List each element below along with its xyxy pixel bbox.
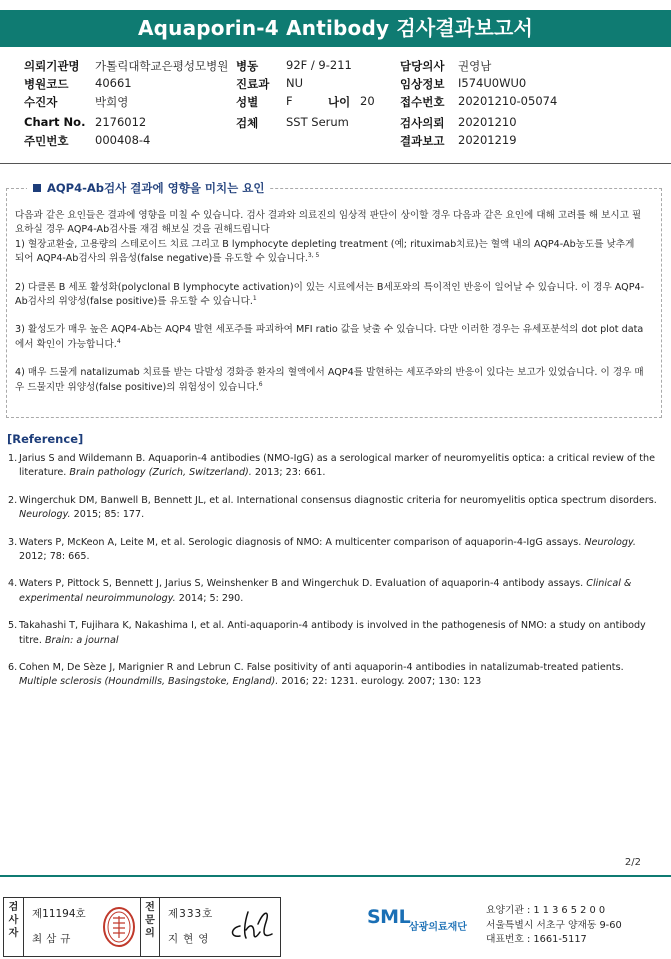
idnum-value: 000408-4	[95, 133, 151, 147]
logo-korean: 삼광의료재단	[409, 922, 467, 933]
examiner-license: 제11194호	[32, 908, 86, 920]
doctor-value: 권영남	[458, 59, 492, 73]
dept-label: 진료과	[236, 77, 270, 91]
reference-item: 3. Waters P, McKeon A, Leite M, et al. Serologic diagnosis of NMO: A multicenter comparison of aquaporin-4-IgG assays. Neurology. 2012; 78: 665.	[8, 536, 636, 563]
notice-title	[27, 180, 270, 196]
reference-item: 5. Takahashi T, Fujihara K, Nakashima I, et al. Anti-aquaporin-4 antibody is involved in the pathogenesis of NMO: a study on antibody titre. Brain: a journal	[8, 620, 646, 646]
ward-label: 병동	[236, 59, 259, 73]
notice-title-text: AQP4-Ab검사 결과에 영향을 미치는 요인	[47, 181, 265, 195]
footer	[0, 875, 671, 959]
doctor-label: 담당의사	[400, 59, 445, 73]
specialist-label: 전문의	[140, 898, 160, 956]
citation: 4	[116, 337, 121, 345]
chart-label: Chart No.	[24, 115, 86, 129]
report-date-value: 20201219	[458, 133, 517, 147]
receipt-value: 20201210-05074	[458, 94, 558, 108]
reference-item: 6. Cohen M, De Sèze J, Marignier R and Lebrun C. False positivity of anti aquaporin-4 antibodies in natalizumab-treated patients. Multiple sclerosis (Houndmills, Basingstoke, England). 2016; 22: 1231. eurology. 2007; 130: 123	[8, 662, 624, 688]
reference-item: 1. Jarius S and Wildemann B. Aquaporin-4 antibodies (NMO-IgG) as a serological marker of neuromyelitis optica: a critical review of the literature. Brain pathology (Zurich, Switzerland). 2013; 23: 661.	[8, 453, 656, 479]
sex-value: F	[286, 94, 293, 108]
lab-phone: 대표번호 : 1661-5117	[486, 934, 587, 945]
institution-value: 가톨릭대학교은평성모병원	[95, 59, 229, 73]
lab-license: 요양기관 : 1 1 3 6 5 2 0 0	[486, 905, 606, 916]
ward-value: 92F / 9-211	[286, 58, 352, 72]
age-label: 나이	[328, 95, 351, 109]
notice-body	[15, 209, 645, 395]
patient-info	[0, 55, 671, 155]
sml-logo	[367, 906, 497, 944]
age-value: 20	[360, 94, 375, 108]
hospital-code-value: 40661	[95, 76, 132, 90]
notice-intro: 다음과 같은 요인들은 결과에 영향을 미칠 수 있습니다. 검사 결과와 의료진의 임상적 판단이 상이할 경우 다음과 같은 요인에 대해 고려를 해 보시고 필요하실 경우 AQP4-Ab검사를 재검 해보실 것을 권해드립니다	[15, 210, 642, 236]
info-divider	[0, 163, 671, 164]
request-label: 검사의뢰	[400, 116, 445, 130]
specialist-name: 지현영	[168, 933, 214, 945]
notice-item-2: 2) 다클론 B 세포 활성화(polyclonal B lymphocyte activation)이 있는 시료에서는 B세포와의 특이적인 반응이 일어날 수 있습니다. 이 경우 AQP4-Ab검사의 위양성(false positive)를 유도할 수 있습니다.$^1$	[15, 281, 645, 308]
patient-value: 박희영	[95, 95, 129, 109]
notice-item-3: 3) 활성도가 매우 높은 AQP4-Ab는 AQP4 발현 세포주를 파괴하여 MFI ratio 값을 낮출 수 있습니다. 다만 이러한 경우는 유세포분석의 dot plot data에서 확인이 가능합니다.$^4$	[15, 324, 644, 350]
reference-item: 4. Waters P, Pittock S, Bennett J, Jarius S, Weinshenker B and Wingerchuk D. Evaluation of aquaporin-4 antibody assays. Clinical & experimental neuroimmunology. 2014; 5: 290.	[8, 578, 632, 604]
citation: 6	[258, 380, 263, 388]
sex-label: 성별	[236, 95, 259, 109]
examiner-label: 검사자	[4, 898, 24, 956]
reference-list	[8, 452, 664, 703]
idnum-label: 주민번호	[24, 134, 69, 148]
signature-box	[3, 897, 281, 957]
report-title: Aquaporin-4 Antibody 검사결과보고서	[0, 10, 671, 47]
receipt-label: 접수번호	[400, 95, 445, 109]
examiner-seal-icon	[102, 906, 136, 948]
lab-info	[486, 904, 622, 948]
reference-title: [Reference]	[7, 432, 84, 446]
page-number: 2/2	[624, 857, 641, 868]
logo-text: SML	[367, 906, 411, 928]
notice-item-1: 1) 혈장교환술, 고용량의 스테로이드 치료 그리고 B lymphocyte depleting treatment (예; rituximab치료)는 혈액 내의 AQP4-Ab농도를 낮추게 되어 AQP4-Ab검사의 위음성(false negative)를 유도할 수 있습니다.$^{3, 5}$	[15, 238, 635, 265]
notice-box	[6, 181, 662, 418]
request-value: 20201210	[458, 115, 517, 129]
specimen-value: SST Serum	[286, 115, 349, 129]
notice-item-4: 4) 매우 드물게 natalizumab 치료를 받는 다발성 경화증 환자의 혈액에서 AQP4를 발현하는 세포주와의 반응이 있다는 보고가 있었습니다. 이 경우 매우 드물지만 위양성(false positive)의 위험성이 있습니다.$^6$	[15, 367, 644, 393]
specialist-license: 제333호	[168, 908, 214, 920]
clinical-value: I574U0WU0	[458, 76, 527, 90]
specimen-label: 검체	[236, 116, 259, 130]
reference-item: 2. Wingerchuk DM, Banwell B, Bennett JL, et al. International consensus diagnostic criteria for neuromyelitis optica spectrum disorders. Neurology. 2015; 85: 177.	[8, 494, 657, 521]
specialist-signature-icon	[226, 904, 276, 944]
institution-label: 의뢰기관명	[24, 59, 80, 73]
dept-value: NU	[286, 76, 304, 90]
report-date-label: 결과보고	[400, 134, 445, 148]
clinical-label: 임상정보	[400, 77, 445, 91]
examiner-name: 최삼규	[32, 933, 75, 945]
hospital-code-label: 병원코드	[24, 77, 69, 91]
patient-label: 수진자	[24, 95, 58, 109]
square-bullet-icon	[33, 184, 41, 192]
citation: 1	[252, 294, 257, 302]
chart-value: 2176012	[95, 115, 147, 129]
citation: 3, 5	[307, 252, 320, 260]
lab-address: 서울특별시 서초구 양재동 9-60	[486, 919, 622, 931]
